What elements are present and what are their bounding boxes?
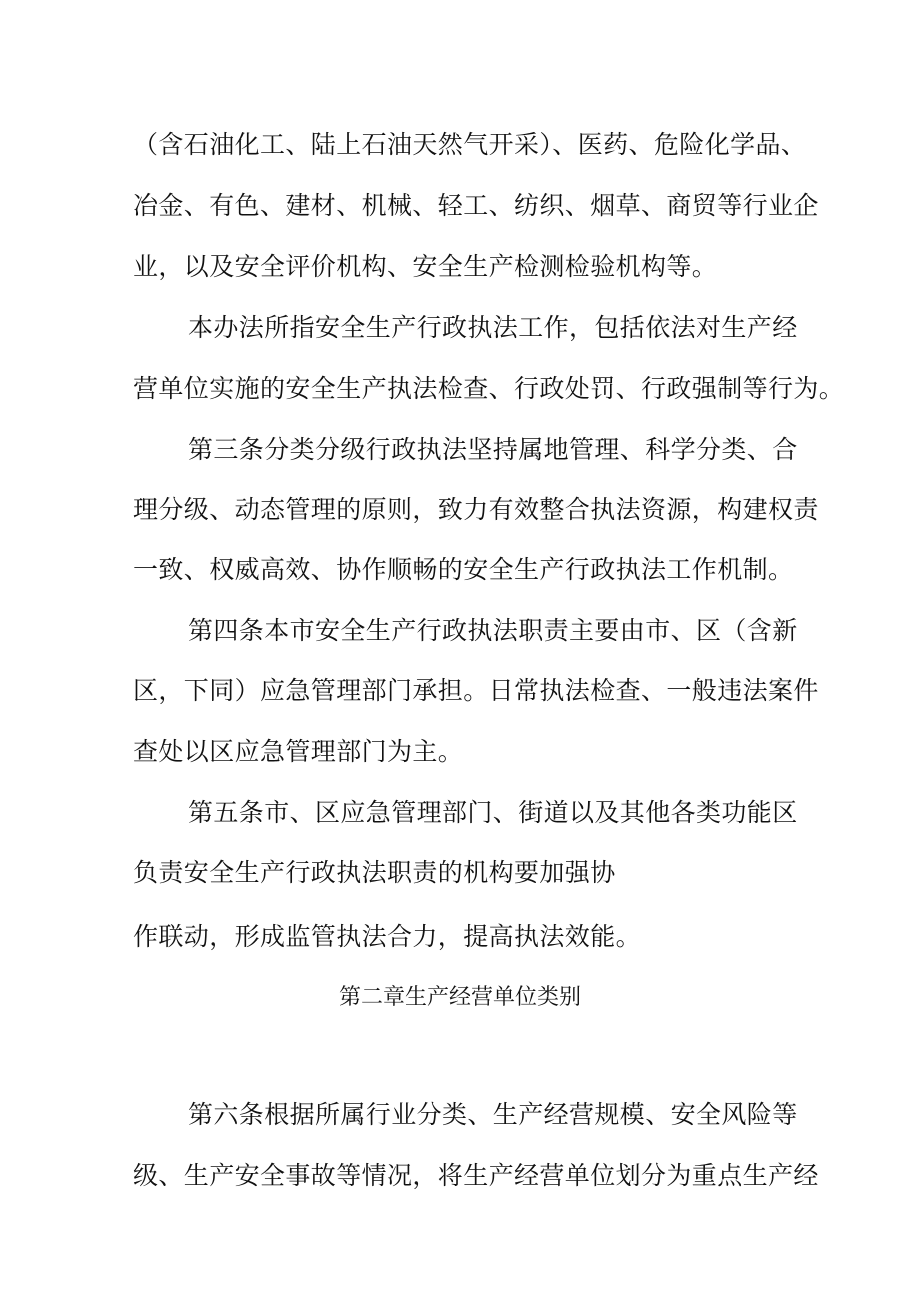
text-line: 业，以及安全评价机构、安全生产检测检验机构等。 [133, 252, 718, 281]
text-line: 查处以区应急管理部门为主。 [133, 737, 464, 766]
article-four-line: 第四条本市安全生产行政执法职责主要由市、区（含新 [188, 616, 798, 645]
text-line: 理分级、动态管理的原则，致力有效整合执法资源，构建权责 [133, 495, 819, 524]
article-six-line: 第六条根据所属行业分类、生产经营规模、安全风险等 [188, 1100, 798, 1129]
text-line: 区，下同）应急管理部门承担。日常执法检查、一般违法案件 [133, 676, 819, 705]
text-line: 冶金、有色、建材、机械、轻工、纺织、烟草、商贸等行业企 [133, 191, 819, 220]
paragraph-start-line: 本办法所指安全生产行政执法工作，包括依法对生产经 [188, 313, 798, 342]
text-line: 作联动，形成监管执法合力，提高执法效能。 [133, 922, 642, 951]
text-line: 一致、权威高效、协作顺畅的安全生产行政执法工作机制。 [133, 555, 794, 584]
text-line: 级、生产安全事故等情况，将生产经营单位划分为重点生产经 [133, 1161, 819, 1190]
text-line: 营单位实施的安全生产执法检查、行政处罚、行政强制等行为。 [133, 374, 845, 403]
chapter-heading: 第二章生产经营单位类别 [338, 985, 581, 1010]
text-line: （含石油化工、陆上石油天然气开采）、医药、危险化学品、 [133, 130, 807, 159]
text-line: 负责安全生产行政执法职责的机构要加强协 [133, 858, 616, 887]
article-three-line: 第三条分类分级行政执法坚持属地管理、科学分类、合 [188, 435, 798, 464]
article-five-line: 第五条市、区应急管理部门、街道以及其他各类功能区 [188, 798, 798, 827]
